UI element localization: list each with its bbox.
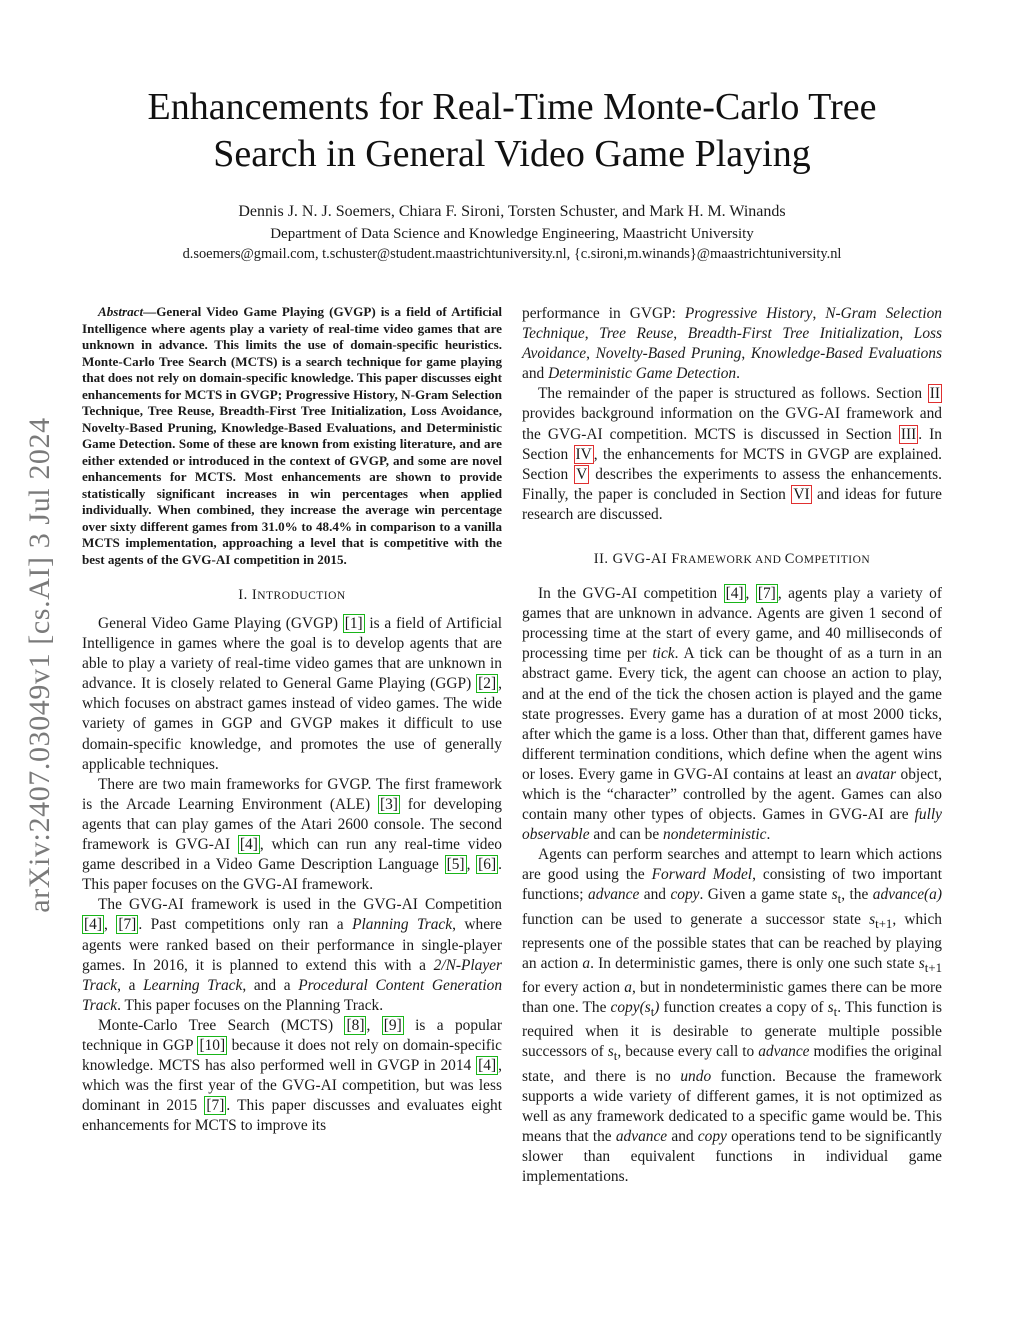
section-heading-gvg-ai-framework: II. GVG-AI FRAMEWORK AND COMPETITION	[593, 551, 871, 568]
author-list: Dennis J. N. J. Soemers, Chiara F. Sironi, Torsten Schuster, and Mark H. M. Winands	[238, 203, 786, 220]
abstract-label: Abstract	[98, 304, 144, 319]
abstract-text: —General Video Game Playing (GVGP) is a field of Artificial Intelligence where agents play a variety of real-time video games that are unknown in advance. This limits the use of domain-specific heuristics. Monte-Carlo Tree Search (MCTS) is a search technique for game playing that does not rely on domain-specific knowledge. This paper discusses eight enhancements for MCTS in GVGP; Progressive History, N-Gram Selection Technique, Tree Reuse, Breadth-First Tree Initialization, Loss Avoidance, Novelty-Based Pruning, Knowledge-Based Evaluations, and Deterministic Game Detection. Some of these are known from existing literature, and are either extended or introduced in the context of GVGP, and some are novel enhancements for MCTS. Most enhancements are shown to provide statistically significant increases in win percentages when applied individually. When combined, they increase the average win percentage over sixty different games from 31.0% to 48.4% in comparison to a vanilla MCTS implementation, approaching a level that is competitive with the best agents of the GVG-AI competition in 2015.	[82, 304, 502, 567]
section-link[interactable]: II	[929, 385, 940, 403]
citation-link[interactable]: [10]	[199, 1036, 226, 1054]
citation-link[interactable]: [8]	[346, 1016, 365, 1034]
arxiv-identifier: arXiv:2407.03049v1 [cs.AI] 3 Jul 2024	[23, 417, 56, 913]
left-column	[82, 304, 502, 1136]
framework-paragraph-1: In the GVG-AI competition [4] , [7] , agents play a variety of games that are unknown in advance. Agents are given 1 second of processing time at the start of every game, and 40 milliseconds of processing time per tick. A tick can be thought of as a turn in an abstract game. Every tick, the agent can choose an action to play, and at the end of the tick the chosen action is played and the game state progresses. Every game has a duration of at most 2000 ticks, after which the game is a loss. Other than that, different games have different termination conditions, which define when the agent wins or loses. Every game in GVG-AI contains at least an avatar object, which is the “character” controlled by the agent. Games can also contain many other types of objects. Games in GVG-AI are fully observable and can be nondeterministic.	[522, 585, 942, 844]
abstract	[82, 304, 502, 568]
section-link[interactable]: III	[900, 425, 917, 443]
intro-paragraph-5: The remainder of the paper is structured as follows. Section II provides background information on the GVG-AI framework and the GVG-AI competition. MCTS is discussed in Section III . In Section IV , the enhancements for MCTS in GVGP are explained. Section V describes the experiments to assess the enhancements. Finally, the paper is concluded in Section VI and ideas for future research are discussed.	[522, 385, 942, 523]
intro-paragraph-4: Monte-Carlo Tree Search (MCTS) [8] , [9] is a popular technique in GGP [10] because it does not rely on domain-specific knowledge. MCTS has also performed well in GVGP in 2014 [4] , which was the first year of the GVG-AI competition, but was less dominant in 2015 [7] . This paper discusses and evaluates eight enhancements for MCTS to improve its	[82, 1016, 503, 1135]
author-emails: d.soemers@gmail.com, t.schuster@student.maastrichtuniversity.nl, {c.sironi,m.winands}@maastrichtuniversity.nl	[182, 246, 842, 262]
intro-paragraph-3: The GVG-AI framework is used in the GVG-AI Competition [4] , [7] . Past competitions only ran a Planning Track, where agents were ranked based on their performance in single-player games. In 2016, it is planned to extend this with a 2/N-Player Track, a Learning Track, and a Procedural Content Generation Track. This paper focuses on the Planning Track.	[82, 896, 503, 1014]
citation-link[interactable]: [7]	[118, 916, 137, 934]
section-link[interactable]: V	[576, 465, 588, 483]
citation-link[interactable]: [1]	[344, 615, 363, 632]
section-heading-introduction: I. INTRODUCTION	[238, 587, 346, 603]
title-line-2: Search in General Video Game Playing	[213, 133, 811, 175]
citation-link[interactable]: [4]	[725, 585, 744, 603]
citation-link[interactable]: [7]	[757, 585, 776, 603]
citation-link[interactable]: [3]	[379, 795, 398, 813]
paper-title	[90, 84, 934, 178]
citation-link[interactable]: [7]	[206, 1097, 225, 1115]
arxiv-sidebar	[10, 375, 70, 955]
title-line-1: Enhancements for Real-Time Monte-Carlo Tree	[147, 86, 877, 128]
section-link[interactable]: VI	[793, 485, 810, 503]
citation-link[interactable]: [4]	[478, 1057, 497, 1075]
intro-paragraph-4-continued: performance in GVGP: Progressive History, N-Gram Selection Technique, Tree Reuse, Breadth-First Tree Initialization, Loss Avoidance, Novelty-Based Pruning, Knowledge-Based Evaluations and Deterministic Game Detection.	[522, 305, 943, 383]
affiliation: Department of Data Science and Knowledge Engineering, Maastricht University	[270, 226, 754, 242]
citation-link[interactable]: [6]	[478, 856, 497, 874]
intro-paragraph-2: There are two main frameworks for GVGP. The first framework is the Arcade Learning Environment (ALE) [3] for developing agents that can play games of the Atari 2600 console. The second framework is GVG-AI [4] , which can run any real-time video game described in a Video Game Description Language [5] , [6] . This paper focuses on the GVG-AI framework.	[82, 775, 502, 894]
section-link[interactable]: IV	[575, 445, 592, 463]
framework-paragraph-2: Agents can perform searches and attempt to learn which actions are good using the Forward Model, consisting of two important functions; advance and copy. Given a game state $s_t$, the advance(a) function can be used to generate a successor state $s_{t+1}$, which represents one of the possible states that can be reached by playing an action a. In deterministic games, there is only one such state $s_{t+1}$ for every action a, but in nondeterministic games there can be more than one. The $copy(s_t)$ function creates a copy of $s_t$. This function is required when it is desirable to generate multiple possible successors of $s_t$, because every call to advance modifies the original state, and there is no undo function. Because the framework supports a wide variety of different games, it is not optimized as well as any framework dedicated to a specific game would be. This means that the advance and copy operations tend to be significantly slower than equivalent functions in individual game implementations.	[522, 846, 943, 1186]
citation-link[interactable]: [4]	[239, 836, 258, 854]
intro-paragraph-1: General Video Game Playing (GVGP) [1] is a field of Artificial Intelligence in games where the goal is to develop agents that are able to play a variety of real-time video games that are unknown in advance. It is closely related to General Game Playing (GGP) [2] , which focuses on abstract games instead of video games. The wide variety of games in GGP and GVGP makes it difficult to use domain-specific knowledge, and promotes the use of generally applicable techniques.	[82, 615, 502, 773]
citation-link[interactable]: [4]	[84, 916, 102, 934]
citation-link[interactable]: [9]	[383, 1016, 402, 1034]
citation-link[interactable]: [2]	[478, 675, 497, 693]
right-column	[522, 304, 942, 1187]
citation-link[interactable]: [5]	[446, 856, 465, 874]
